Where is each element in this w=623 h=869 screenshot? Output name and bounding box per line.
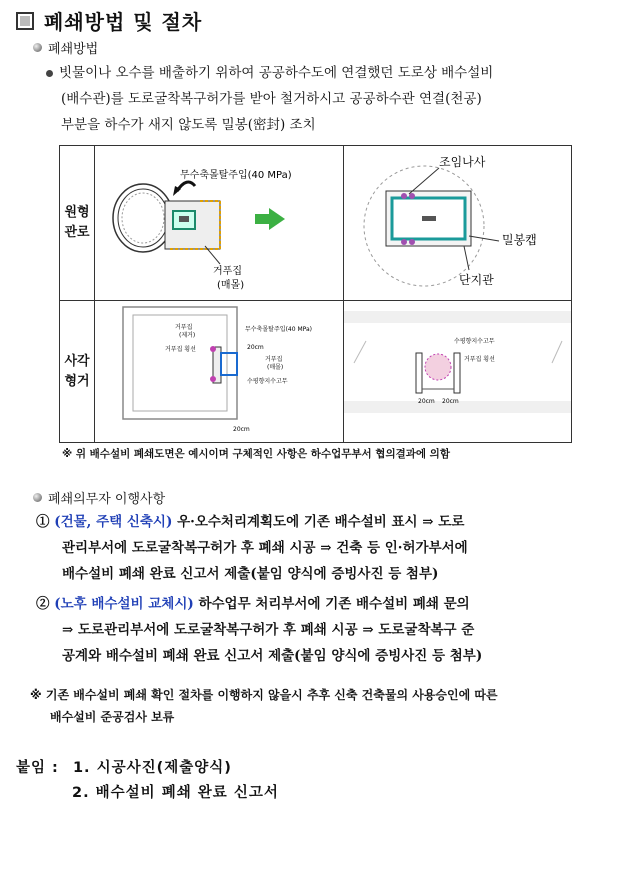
warning — [30, 684, 615, 728]
attachments-label: 붙임 : — [16, 760, 59, 776]
diagram-note: ※ 위 배수설비 폐쇄도면은 예시이며 구체적인 사항은 하수업무부서 협의결과에 의함 — [62, 448, 450, 460]
row1-label — [60, 146, 95, 301]
form-bury-label: 거푸집 — [265, 356, 283, 363]
r-form-label: 거푸집 횡선 — [464, 356, 495, 363]
section1-heading — [33, 38, 98, 57]
section1-heading-text: 폐쇄방법 — [48, 42, 99, 57]
form-bury-label2: (매몰) — [267, 364, 284, 371]
item1-number: ① — [36, 514, 50, 530]
round-gravel-label: 거푸집 — [213, 266, 242, 277]
round-bullet-icon — [33, 493, 42, 502]
screw-label: 조임나사 — [439, 155, 486, 169]
r-dim1: 20cm — [418, 398, 435, 405]
item2-line2: ⇒ 도로관리부서에 도로굴착복구허가 후 폐쇄 시공 ⇒ 도로굴착복구 준 — [62, 622, 475, 638]
square-before-drawing — [95, 301, 343, 438]
form-outer-label: 거푸집 횡선 — [165, 346, 196, 353]
square-after-drawing — [344, 301, 571, 438]
item1-line1: 우·오수처리계획도에 기존 배수설비 표시 ⇒ 도로 — [172, 514, 465, 530]
square-before-cell — [95, 301, 344, 443]
round-after-cell — [344, 146, 572, 301]
square-mortar-label: 무수축몰탈주입(40 MPa) — [245, 326, 312, 333]
square-after-cell — [344, 301, 572, 443]
attachments — [16, 756, 232, 777]
item2-tag: (노후 배수설비 교체시) — [54, 596, 194, 612]
row2-label-a: 사각 — [64, 353, 90, 369]
attachment-item2: 2. 배수설비 폐쇄 완료 신고서 — [72, 785, 279, 801]
square-dim2: 20cm — [233, 426, 250, 433]
square-dim1: 20cm — [247, 344, 264, 351]
round-before-cell — [95, 146, 344, 301]
attachment-item1: 1. 시공사진(제출양식) — [72, 760, 232, 776]
small-bullet-icon — [46, 70, 53, 77]
cap-label: 밀봉캡 — [502, 233, 537, 247]
item1-line2: 관리부서에 도로굴착복구허가 후 폐쇄 시공 ⇒ 건축 등 인·허가부서에 — [62, 540, 468, 556]
body-line2: (배수관)를 도로굴착복구허가를 받아 철거하시고 공공하수관 연결(천공) — [61, 91, 482, 107]
section1-body — [46, 60, 606, 138]
round-bullet-icon — [33, 43, 42, 52]
square-bullet-icon — [16, 12, 34, 30]
section2-heading — [33, 488, 165, 507]
form-remove-label2: (제거) — [179, 332, 196, 339]
body-line3: 부분을 하수가 새지 않도록 밀봉(密封) 조치 — [61, 117, 316, 133]
warning-mark: ※ — [30, 688, 42, 702]
page-title — [16, 6, 202, 35]
round-before-drawing — [95, 146, 343, 296]
round-mortar-label: 무수축몰탈주입(40 MPa) — [180, 170, 292, 181]
row1-label-a: 원형 — [64, 205, 90, 220]
round-after-drawing — [344, 146, 571, 296]
arrow-right-icon — [269, 208, 285, 230]
square-rubber-label: 수평향지수고무 — [247, 378, 288, 385]
pipe-label: 단지관 — [459, 273, 494, 287]
item1-line3: 배수설비 폐쇄 완료 신고서 제출(붙임 양식에 증빙사진 등 첨부) — [62, 566, 439, 582]
item1 — [36, 509, 606, 587]
section2-heading-text: 폐쇄의무자 이행사항 — [48, 492, 166, 507]
round-gravel-label2: (매몰) — [217, 280, 245, 291]
warning-line2: 배수설비 준공검사 보류 — [50, 710, 175, 724]
warning-line1: 기존 배수설비 폐쇄 확인 절차를 이행하지 않을시 추후 신축 건축물의 사용승인에 따른 — [45, 688, 498, 702]
row1-label-b: 관로 — [64, 225, 90, 240]
item2-line1: 하수업무 처리부서에 기존 배수설비 폐쇄 문의 — [193, 596, 470, 612]
item2-line3: 공계와 배수설비 폐쇄 완료 신고서 제출(붙임 양식에 증빙사진 등 첨부) — [62, 648, 483, 664]
form-remove-label: 거푸집 — [175, 324, 193, 331]
item2 — [36, 591, 611, 669]
item2-number: ② — [36, 596, 50, 612]
page-title-text: 폐쇄방법 및 절차 — [44, 10, 203, 34]
r-rubber-label: 수평향지수고무 — [454, 338, 495, 345]
item1-tag: (건물, 주택 신축시) — [54, 514, 173, 530]
r-dim2: 20cm — [442, 398, 459, 405]
diagram-table — [59, 145, 572, 443]
row2-label — [60, 301, 95, 443]
row2-label-b: 형거 — [64, 373, 90, 389]
body-line1: 빗물이나 오수를 배출하기 위하여 공공하수도에 연결했던 도로상 배수설비 — [59, 65, 494, 81]
